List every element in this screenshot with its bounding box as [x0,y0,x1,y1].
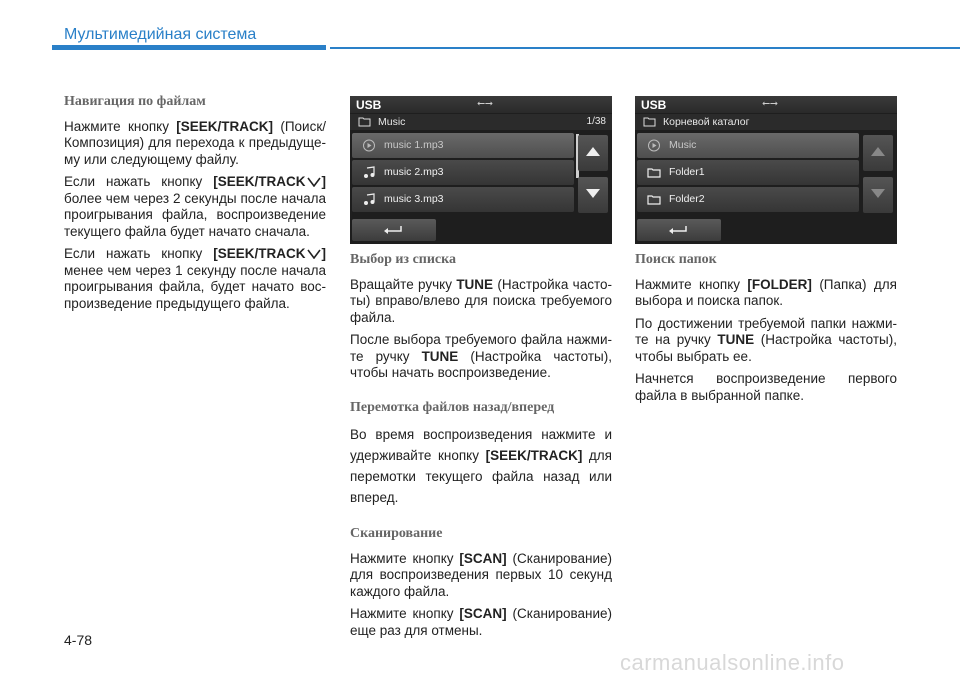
text: более чем через 2 секунды после начала проигрывания файла, воспроизведение текущего файла будет начато сначала. [64,190,326,239]
paragraph [635,316,897,366]
paragraph: Начнется воспроизведение первого файла в выбранной папке. [635,371,897,403]
back-arrow-icon [382,224,404,236]
usb-folder-list-screen [635,96,897,244]
header-bar-accent [52,45,326,50]
text: Нажмите кнопку [635,276,748,292]
column-folder-search [635,252,897,410]
text: для перемотки текущего файла назад или вперед. [350,448,612,505]
paragraph [635,277,897,310]
folder-open-icon [358,117,372,127]
list-item-label: music 2.mp3 [384,166,444,178]
button-name-scan: [SCAN] [459,606,507,621]
list-item[interactable] [352,187,574,212]
text: менее чем через 1 секунду после начала проигрывания файла, будет начато вос-произведение предыдущего файла. [64,262,326,311]
usb-icon: ⭠⭢ [762,98,778,109]
paragraph [350,277,612,327]
folder-open-icon [643,117,657,127]
paragraph [64,119,326,169]
section-title-rewind-forward: Перемотка файлов назад/вперед [350,399,555,415]
usb-icon: ⭠⭢ [477,98,493,109]
folder-icon [647,193,661,206]
chevron-down-icon [307,249,321,259]
list-item[interactable] [352,160,574,185]
paragraph [64,246,326,312]
scroll-up-button[interactable] [578,135,608,171]
button-name-tune: TUNE [717,332,755,347]
text: (Настройка частоты), чтобы начать воспроизведение. [350,348,612,380]
list-item[interactable] [637,133,859,158]
text: Нажмите кнопку [350,606,460,621]
text: (Настройка часто-ты) вправо/влево для поиска требуемого файла. [350,276,612,325]
scroll-down-button[interactable] [863,177,893,213]
source-label: USB [641,98,667,112]
arrow-up-icon [871,147,885,156]
usb-music-list-screen [350,96,612,244]
paragraph [350,332,612,382]
text: (Папка) для выбора и поиска папок. [635,276,897,308]
music-note-icon [362,166,376,179]
text: Нажмите кнопку [350,550,460,566]
chevron-down-icon [307,177,321,187]
button-name-part: [SEEK/TRACK [213,174,306,189]
arrow-down-icon [871,189,885,198]
arrow-up-icon [586,147,600,156]
list-item[interactable] [637,187,859,212]
section-title-scan: Сканирование [350,526,443,541]
list-item[interactable] [352,133,574,158]
folder-icon [647,166,661,179]
screen-title-bar [635,96,897,113]
text: Нажмите кнопку [64,118,177,134]
play-circle-icon [647,139,661,152]
paragraph [350,606,612,639]
source-label: USB [356,98,382,112]
button-name-part: [SEEK/TRACK [213,246,306,261]
scroll-up-button[interactable] [863,135,893,171]
button-name-tune: TUNE [456,276,494,292]
text: (Сканирование) еще раз для отмены. [350,606,613,638]
button-name-scan: [SCAN] [459,550,507,566]
paragraph [64,174,326,240]
button-name-tune: TUNE [421,348,459,364]
text: Если нажать кнопку [64,246,214,261]
text: (Поиск/Композиция) для перехода к предыдуще-му или следующему файлу. [64,118,327,167]
button-name-part: ] [321,174,326,189]
list-item-label: music 1.mp3 [384,139,444,151]
arrow-down-icon [586,189,600,198]
list-item-label: Folder2 [669,193,705,205]
watermark: carmanualsonline.info [620,650,845,675]
folder-name: Корневой каталог [663,116,750,128]
text: После выбора требуемого файла нажми-те ручку [350,332,612,364]
text: По достижении требуемой папки нажми-те на ручку [635,315,897,347]
column-list-seek-scan [350,252,612,645]
page-header-title: Мультимедийная система [64,26,257,43]
folder-bar [635,114,897,130]
list-item-label: Music [669,139,697,151]
column-file-navigation [64,94,326,318]
text: (Настройка частоты), чтобы выбрать ее. [635,332,898,364]
section-title-folder-search: Поиск папок [635,252,717,267]
folder-bar [350,114,612,130]
button-name-part: ] [321,246,326,261]
back-button[interactable] [637,219,721,241]
list-item[interactable] [637,160,859,185]
scroll-down-button[interactable] [578,177,608,213]
music-note-icon [362,193,376,206]
screen-title-bar [350,96,612,113]
button-name-seek-track: [SEEK/TRACK] [176,118,274,134]
button-name-seek-track: [SEEK/TRACK] [485,448,583,463]
paragraph [350,551,612,601]
spaced-block [350,424,612,508]
header-bar-line [330,47,960,49]
play-circle-icon [362,139,376,152]
text: (Сканирование) для воспроизведения первых 10 секунд каждого файла. [350,550,613,599]
page-number: 4-78 [64,632,93,648]
text: Если нажать кнопку [64,174,214,189]
list-item-label: music 3.mp3 [384,193,444,205]
paragraph [350,424,612,508]
button-name-folder: [FOLDER] [747,276,812,292]
back-button[interactable] [352,219,436,241]
text: Во время воспроизведения нажмите и удерживайте кнопку [350,427,612,463]
text: Вращайте ручку [350,276,457,292]
button-name-seek-track-down [213,246,326,261]
back-arrow-icon [667,224,689,236]
section-title-list-selection: Выбор из списка [350,252,456,267]
section-title-file-navigation: Навигация по файлам [64,94,206,109]
list-item-label: Folder1 [669,166,705,178]
folder-name: Music [378,116,406,128]
track-count: 1/38 [586,116,606,127]
button-name-seek-track-down [213,174,326,189]
